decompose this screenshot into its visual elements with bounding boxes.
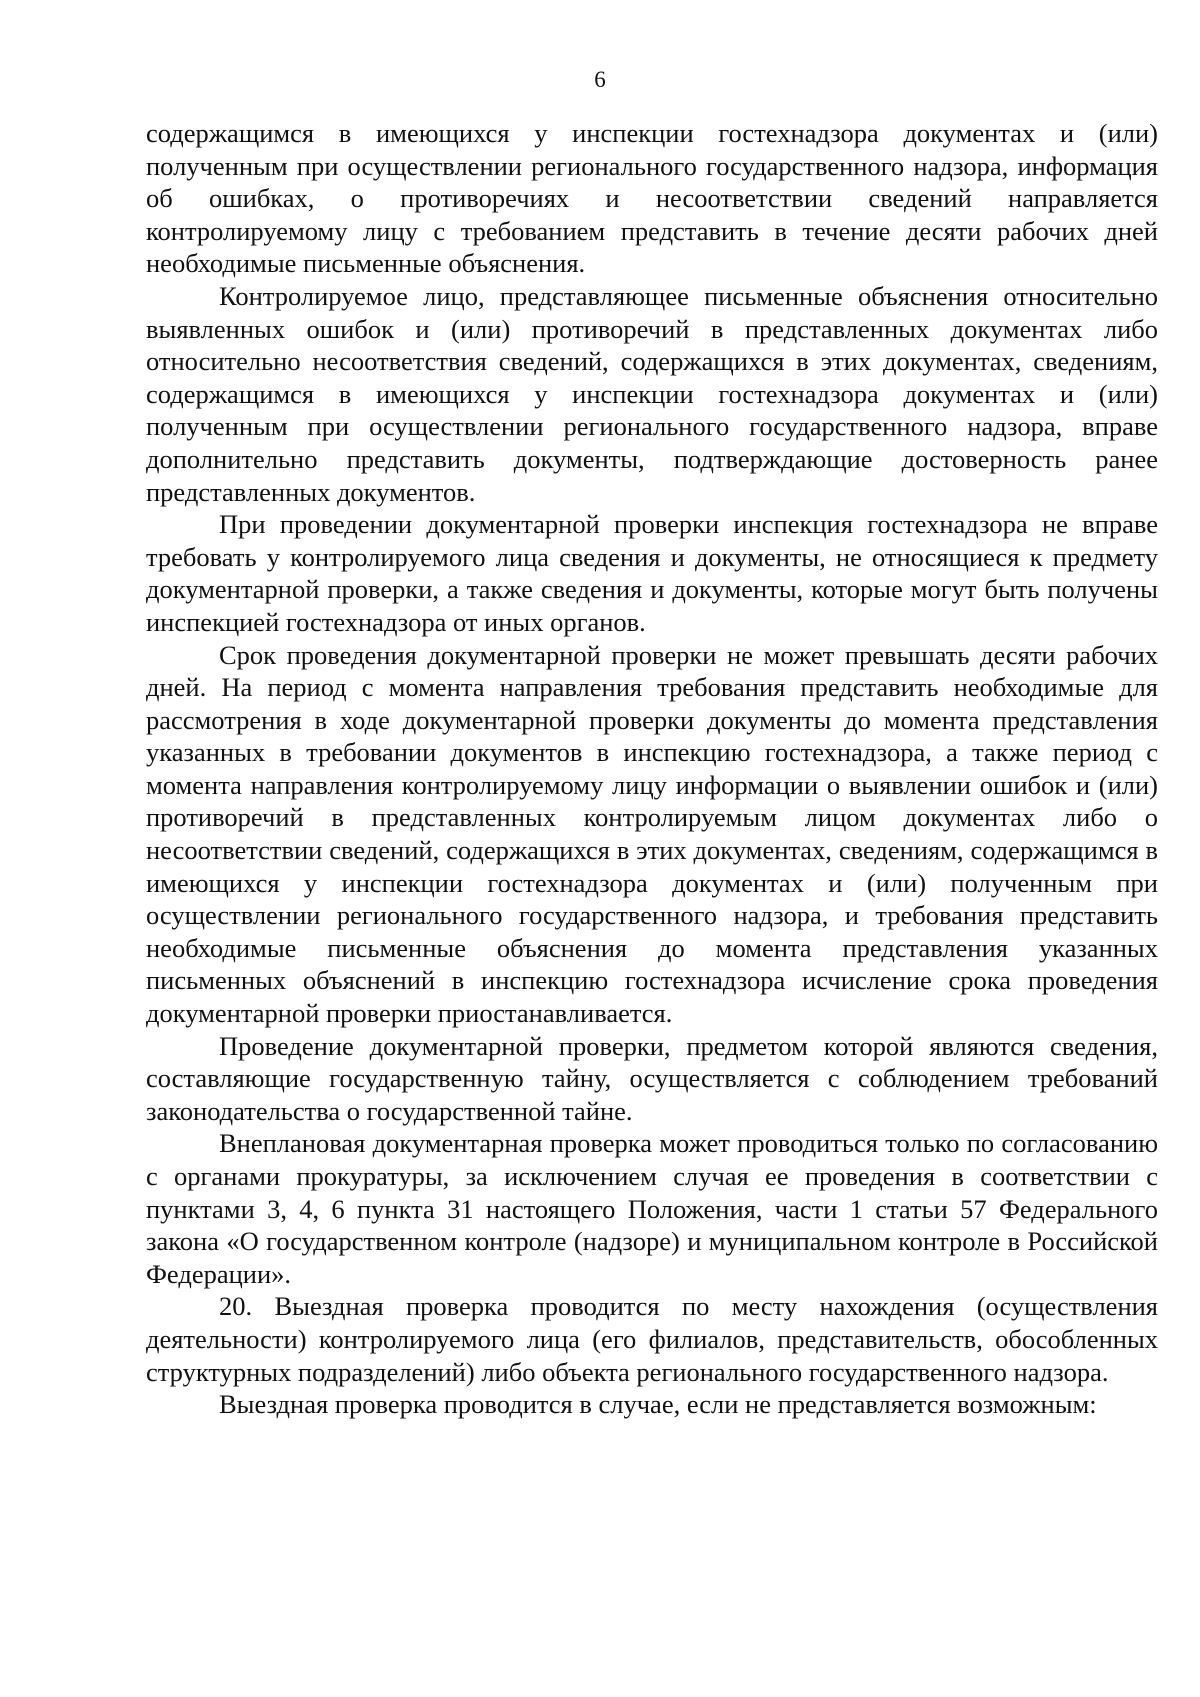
paragraph-restrictions: При проведении документарной проверки инспекция гостехнадзора не вправе требовать у контролируемого лица сведения и документы, не относящиеся к предмету документарной проверки, а также сведения и документы, которые могут быть получены инспекцией гостехнадзора от иных органов. bbox=[146, 509, 1158, 637]
paragraph-unscheduled-check: Внеплановая документарная проверка может проводиться только по согласованию с органами прокуратуры, за исключением случая ее проведения в соответствии с пунктами 3, 4, 6 пункта 31 настоящего Положения, части 1 статьи 57 Федерального закона «О государственном контроле (надзоре) и муниципальном контроле в Российской Федерации». bbox=[146, 1128, 1158, 1289]
paragraph-onsite-check-conditions: Выездная проверка проводится в случае, если не представляется возможным: bbox=[219, 1389, 1097, 1420]
paragraph-duration: Срок проведения документарной проверки не может превышать десяти рабочих дней. На период с момента направления требования представить необходимые для рассмотрения в ходе документарной проверки документы до момента представления указанных в требовании документов в инспекцию гостехнадзора, а также период с момента направления контролируемому лицу информации о выявлении ошибок и (или) противоречий в представленных контролируемым лицом документах либо о несоответствии сведений, содержащихся в этих документах, сведениям, содержащимся в имеющихся у инспекции гостехнадзора документах и (или) полученным при осуществлении регионального государственного надзора, и требования представить необходимые письменные объяснения до момента представления указанных письменных объяснений в инспекцию гостехнадзора исчисление срока проведения документарной проверки приостанавливается. bbox=[146, 639, 1158, 1029]
paragraph-continuation: содержащимся в имеющихся у инспекции гостехнадзора документах и (или) полученным при осуществлении регионального государственного надзора, информация об ошибках, о противоречиях и несоответствии сведений направляется контролируемому лицу с требованием представить в течение десяти рабочих дней необходимые письменные объяснения. bbox=[146, 118, 1158, 279]
page-number: 6 bbox=[594, 67, 606, 92]
paragraph-state-secret: Проведение документарной проверки, предметом которой являются сведения, составляющие государственную тайну, осуществляется с соблюдением требований законодательства о государственной тайне. bbox=[146, 1030, 1158, 1126]
paragraph-item-20: 20. Выездная проверка проводится по месту нахождения (осуществления деятельности) контролируемого лица (его филиалов, представительств, обособленных структурных подразделений) либо объекта регионального государственного надзора. bbox=[146, 1291, 1158, 1387]
paragraph-explanations: Контролируемое лицо, представляющее письменные объяснения относительно выявленных ошибок и (или) противоречий в представленных документах либо относительно несоответствия сведений, содержащихся в этих документах, сведениям, содержащимся в имеющихся у инспекции гостехнадзора документах и (или) полученным при осуществлении регионального государственного надзора, вправе дополнительно представить документы, подтверждающие достоверность ранее представленных документов. bbox=[146, 280, 1158, 507]
document-body bbox=[146, 117, 1158, 1421]
